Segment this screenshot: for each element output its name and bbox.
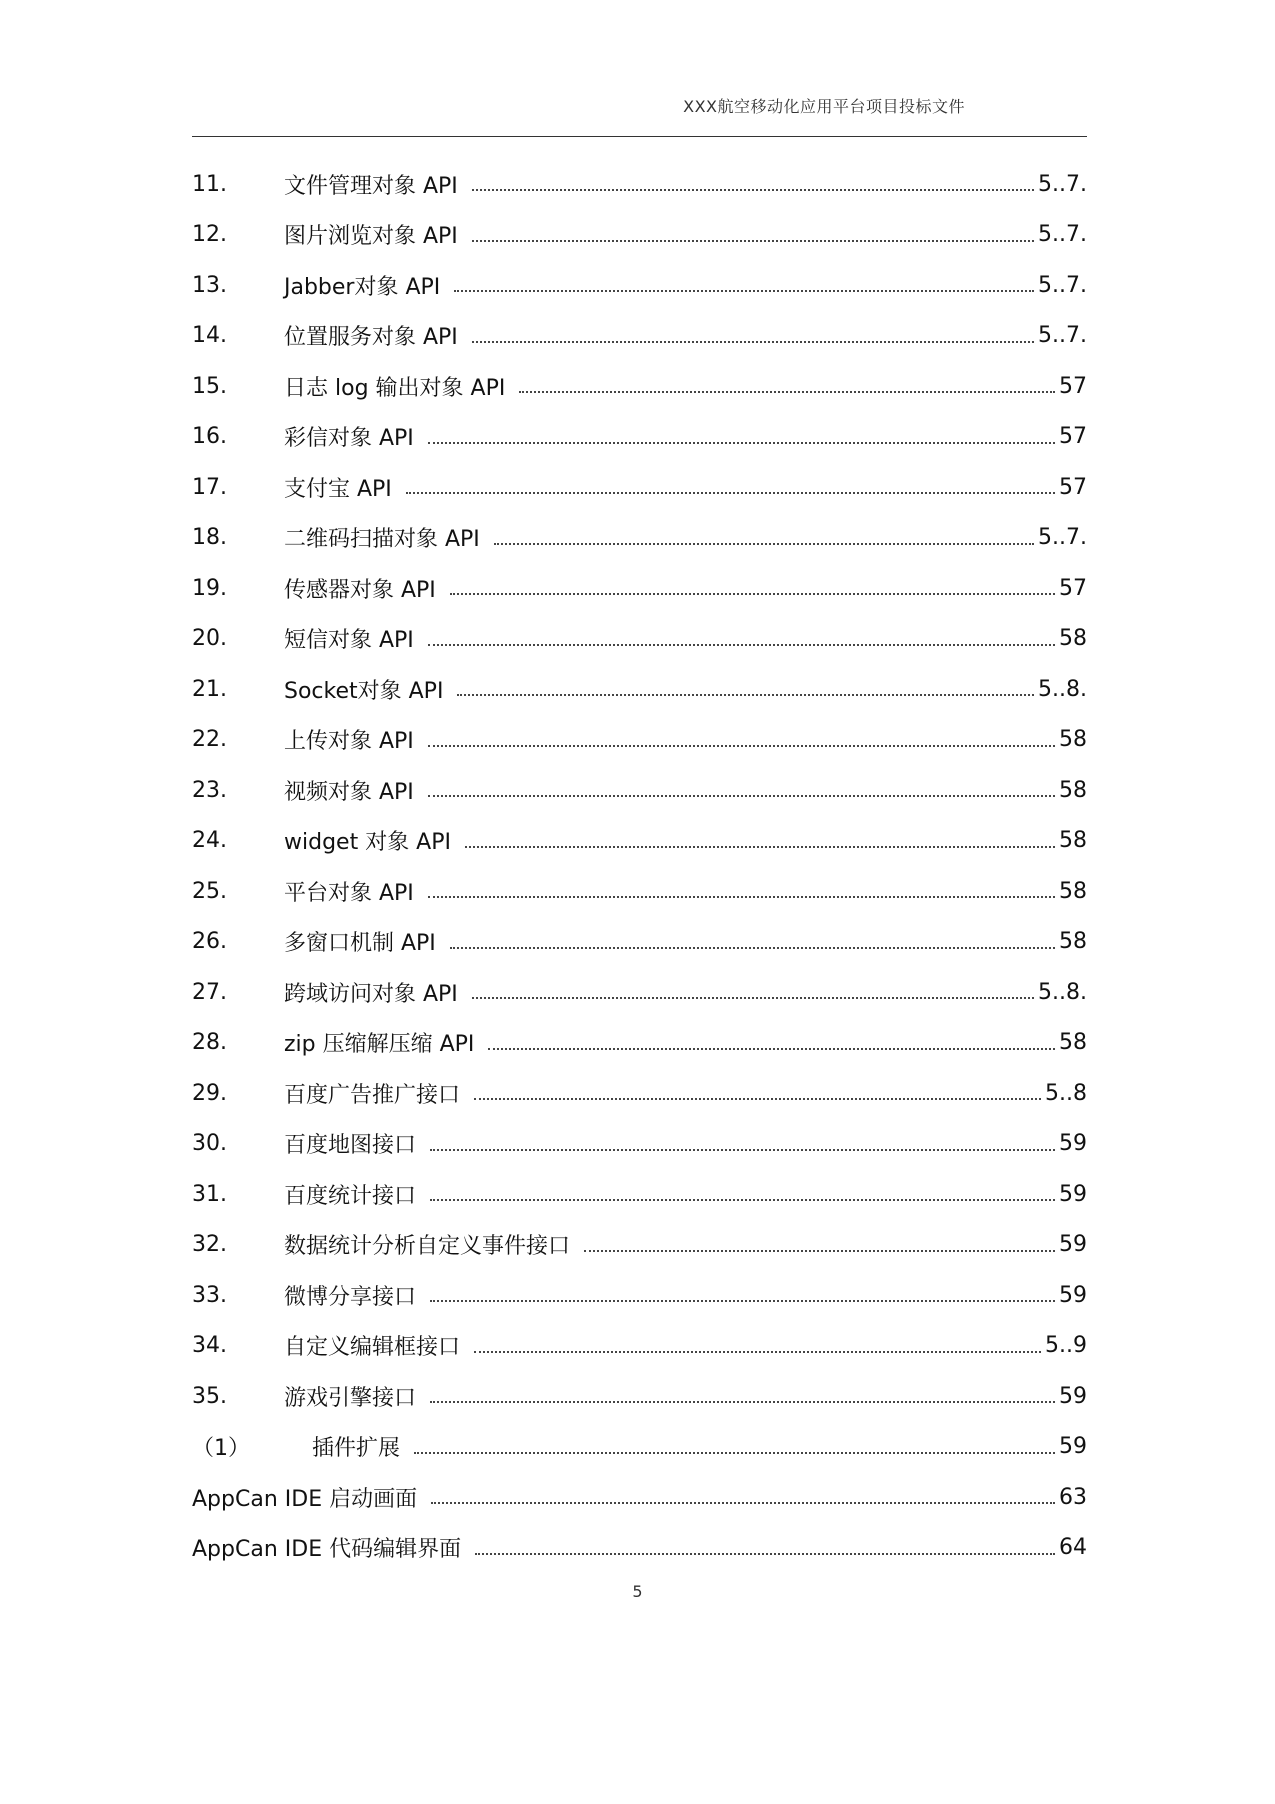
toc-dot-leader xyxy=(475,1553,1055,1555)
toc-entry-page: 5..7. xyxy=(1038,323,1087,349)
toc-entry[interactable] xyxy=(192,462,1087,513)
toc-entry-page: 5..7. xyxy=(1038,171,1087,197)
toc-dot-leader xyxy=(472,240,1034,242)
toc-dot-leader xyxy=(472,341,1034,343)
toc-entry-number: （1） xyxy=(192,1436,250,1462)
toc-entry-number: 31. xyxy=(192,1181,227,1207)
toc-entry-number: 15. xyxy=(192,373,227,399)
toc-dot-leader xyxy=(450,947,1055,949)
toc-entry-page: 58 xyxy=(1059,878,1087,904)
toc-entry-number: 11. xyxy=(192,171,227,197)
toc-entry-number: 35. xyxy=(192,1383,227,1409)
toc-entry-page: 64 xyxy=(1059,1535,1087,1561)
table-of-contents xyxy=(192,159,1087,1573)
toc-entry-title: 短信对象 API xyxy=(284,628,414,654)
toc-entry-page: 58 xyxy=(1059,929,1087,955)
toc-entry-title: 游戏引擎接口 xyxy=(284,1385,417,1411)
toc-dot-leader xyxy=(428,795,1055,797)
toc-entry[interactable] xyxy=(192,917,1087,968)
toc-entry[interactable] xyxy=(192,1068,1087,1119)
toc-entry-title: 百度地图接口 xyxy=(284,1133,417,1159)
toc-entry-title: 彩信对象 API xyxy=(284,426,414,452)
toc-entry-number: 25. xyxy=(192,878,227,904)
toc-entry[interactable] xyxy=(192,412,1087,463)
toc-dot-leader xyxy=(406,492,1055,494)
toc-entry-number: 12. xyxy=(192,222,227,248)
toc-dot-leader xyxy=(430,1401,1055,1403)
toc-entry[interactable] xyxy=(192,1371,1087,1422)
toc-entry-page: 57 xyxy=(1059,424,1087,450)
toc-entry[interactable] xyxy=(192,866,1087,917)
toc-entry-title: 上传对象 API xyxy=(284,729,414,755)
toc-entry-number: 30. xyxy=(192,1131,227,1157)
toc-entry-title: 数据统计分析自定义事件接口 xyxy=(284,1234,571,1260)
toc-entry[interactable] xyxy=(192,715,1087,766)
toc-entry-title: 支付宝 API xyxy=(284,476,392,502)
toc-entry-title: 文件管理对象 API xyxy=(284,173,458,199)
toc-entry-page: 59 xyxy=(1059,1383,1087,1409)
toc-dot-leader xyxy=(428,442,1055,444)
toc-entry-number: 29. xyxy=(192,1080,227,1106)
toc-entry-number: 28. xyxy=(192,1030,227,1056)
toc-entry-page: 5..9 xyxy=(1045,1333,1087,1359)
toc-entry-title: widget 对象 API xyxy=(284,830,451,856)
toc-entry-title: Jabber对象 API xyxy=(284,274,441,300)
toc-entry-title: 百度统计接口 xyxy=(284,1183,417,1209)
toc-entry-number: 14. xyxy=(192,323,227,349)
toc-entry-number: 32. xyxy=(192,1232,227,1258)
toc-entry-title: 插件扩展 xyxy=(312,1436,401,1462)
toc-entry[interactable] xyxy=(192,1523,1087,1574)
toc-entry[interactable] xyxy=(192,664,1087,715)
toc-entry-title: 自定义编辑框接口 xyxy=(284,1335,461,1361)
toc-entry-number: 34. xyxy=(192,1333,227,1359)
toc-entry[interactable] xyxy=(192,1220,1087,1271)
toc-entry-number: 22. xyxy=(192,727,227,753)
toc-dot-leader xyxy=(430,1300,1055,1302)
toc-entry-page: 5..8 xyxy=(1045,1080,1087,1106)
toc-dot-leader xyxy=(472,189,1034,191)
toc-entry[interactable] xyxy=(192,1270,1087,1321)
toc-entry[interactable] xyxy=(192,1422,1087,1473)
toc-entry-page: 57 xyxy=(1059,575,1087,601)
toc-entry-page: 58 xyxy=(1059,727,1087,753)
toc-entry-number: 23. xyxy=(192,777,227,803)
toc-dot-leader xyxy=(428,644,1055,646)
toc-entry-number: 26. xyxy=(192,929,227,955)
toc-entry-page: 58 xyxy=(1059,1030,1087,1056)
toc-entry-page: 58 xyxy=(1059,777,1087,803)
toc-entry-title: 跨域访问对象 API xyxy=(284,981,458,1007)
toc-entry-number: 21. xyxy=(192,676,227,702)
toc-dot-leader xyxy=(474,1098,1041,1100)
page-number: 5 xyxy=(632,1582,643,1601)
toc-entry-page: 59 xyxy=(1059,1282,1087,1308)
toc-dot-leader xyxy=(431,1502,1055,1504)
toc-entry-page: 57 xyxy=(1059,373,1087,399)
toc-entry-title: 传感器对象 API xyxy=(284,577,436,603)
toc-entry-page: 59 xyxy=(1059,1434,1087,1460)
toc-dot-leader xyxy=(428,896,1055,898)
toc-entry-page: 59 xyxy=(1059,1181,1087,1207)
toc-entry[interactable] xyxy=(192,361,1087,412)
page-header xyxy=(192,92,1087,137)
toc-entry-page: 5..7. xyxy=(1038,525,1087,551)
toc-entry[interactable] xyxy=(192,1321,1087,1372)
toc-entry[interactable] xyxy=(192,816,1087,867)
toc-entry-page: 5..8. xyxy=(1038,676,1087,702)
toc-entry-title: 位置服务对象 API xyxy=(284,325,458,351)
toc-dot-leader xyxy=(430,1149,1055,1151)
toc-dot-leader xyxy=(474,1351,1041,1353)
toc-entry-title: AppCan IDE 启动画面 xyxy=(192,1486,418,1512)
toc-entry-number: 33. xyxy=(192,1282,227,1308)
toc-dot-leader xyxy=(494,543,1034,545)
toc-entry[interactable] xyxy=(192,210,1087,261)
toc-dot-leader xyxy=(457,694,1034,696)
toc-entry[interactable] xyxy=(192,1018,1087,1069)
toc-entry-page: 63 xyxy=(1059,1484,1087,1510)
toc-entry-title: 百度广告推广接口 xyxy=(284,1082,461,1108)
toc-entry-number: 20. xyxy=(192,626,227,652)
toc-entry-number: 13. xyxy=(192,272,227,298)
toc-entry-number: 19. xyxy=(192,575,227,601)
toc-entry-page: 5..7. xyxy=(1038,272,1087,298)
toc-entry[interactable] xyxy=(192,614,1087,665)
toc-entry-page: 57 xyxy=(1059,474,1087,500)
toc-entry-page: 5..7. xyxy=(1038,222,1087,248)
toc-entry-title: Socket对象 API xyxy=(284,678,444,704)
toc-entry-page: 59 xyxy=(1059,1232,1087,1258)
toc-entry-title: AppCan IDE 代码编辑界面 xyxy=(192,1537,462,1563)
toc-entry-number: 24. xyxy=(192,828,227,854)
toc-entry[interactable] xyxy=(192,1169,1087,1220)
toc-dot-leader xyxy=(465,846,1055,848)
toc-entry-number: 17. xyxy=(192,474,227,500)
toc-entry-title: 微博分享接口 xyxy=(284,1284,417,1310)
toc-entry-number: 18. xyxy=(192,525,227,551)
toc-dot-leader xyxy=(428,745,1055,747)
toc-entry-page: 59 xyxy=(1059,1131,1087,1157)
toc-dot-leader xyxy=(488,1048,1055,1050)
toc-dot-leader xyxy=(454,290,1034,292)
toc-dot-leader xyxy=(430,1199,1055,1201)
toc-dot-leader xyxy=(472,997,1034,999)
toc-entry-number: 16. xyxy=(192,424,227,450)
toc-dot-leader xyxy=(414,1452,1055,1454)
toc-entry[interactable] xyxy=(192,765,1087,816)
toc-dot-leader xyxy=(519,391,1055,393)
toc-entry[interactable] xyxy=(192,159,1087,210)
toc-entry[interactable] xyxy=(192,563,1087,614)
toc-entry-title: 图片浏览对象 API xyxy=(284,224,458,250)
toc-entry-number: 27. xyxy=(192,979,227,1005)
toc-dot-leader xyxy=(450,593,1055,595)
toc-entry[interactable] xyxy=(192,260,1087,311)
toc-entry[interactable] xyxy=(192,967,1087,1018)
toc-entry[interactable] xyxy=(192,311,1087,362)
toc-entry[interactable] xyxy=(192,1472,1087,1523)
toc-entry-title: 二维码扫描对象 API xyxy=(284,527,480,553)
toc-entry-title: 平台对象 API xyxy=(284,880,414,906)
toc-entry-page: 58 xyxy=(1059,626,1087,652)
toc-entry[interactable] xyxy=(192,513,1087,564)
toc-entry[interactable] xyxy=(192,1119,1087,1170)
toc-entry-title: zip 压缩解压缩 API xyxy=(284,1032,475,1058)
toc-entry-page: 58 xyxy=(1059,828,1087,854)
header-title: XXX航空移动化应用平台项目投标文件 xyxy=(683,97,965,116)
toc-entry-title: 多窗口机制 API xyxy=(284,931,436,957)
toc-dot-leader xyxy=(584,1250,1055,1252)
toc-entry-title: 视频对象 API xyxy=(284,779,414,805)
toc-entry-page: 5..8. xyxy=(1038,979,1087,1005)
toc-entry-title: 日志 log 输出对象 API xyxy=(284,375,506,401)
